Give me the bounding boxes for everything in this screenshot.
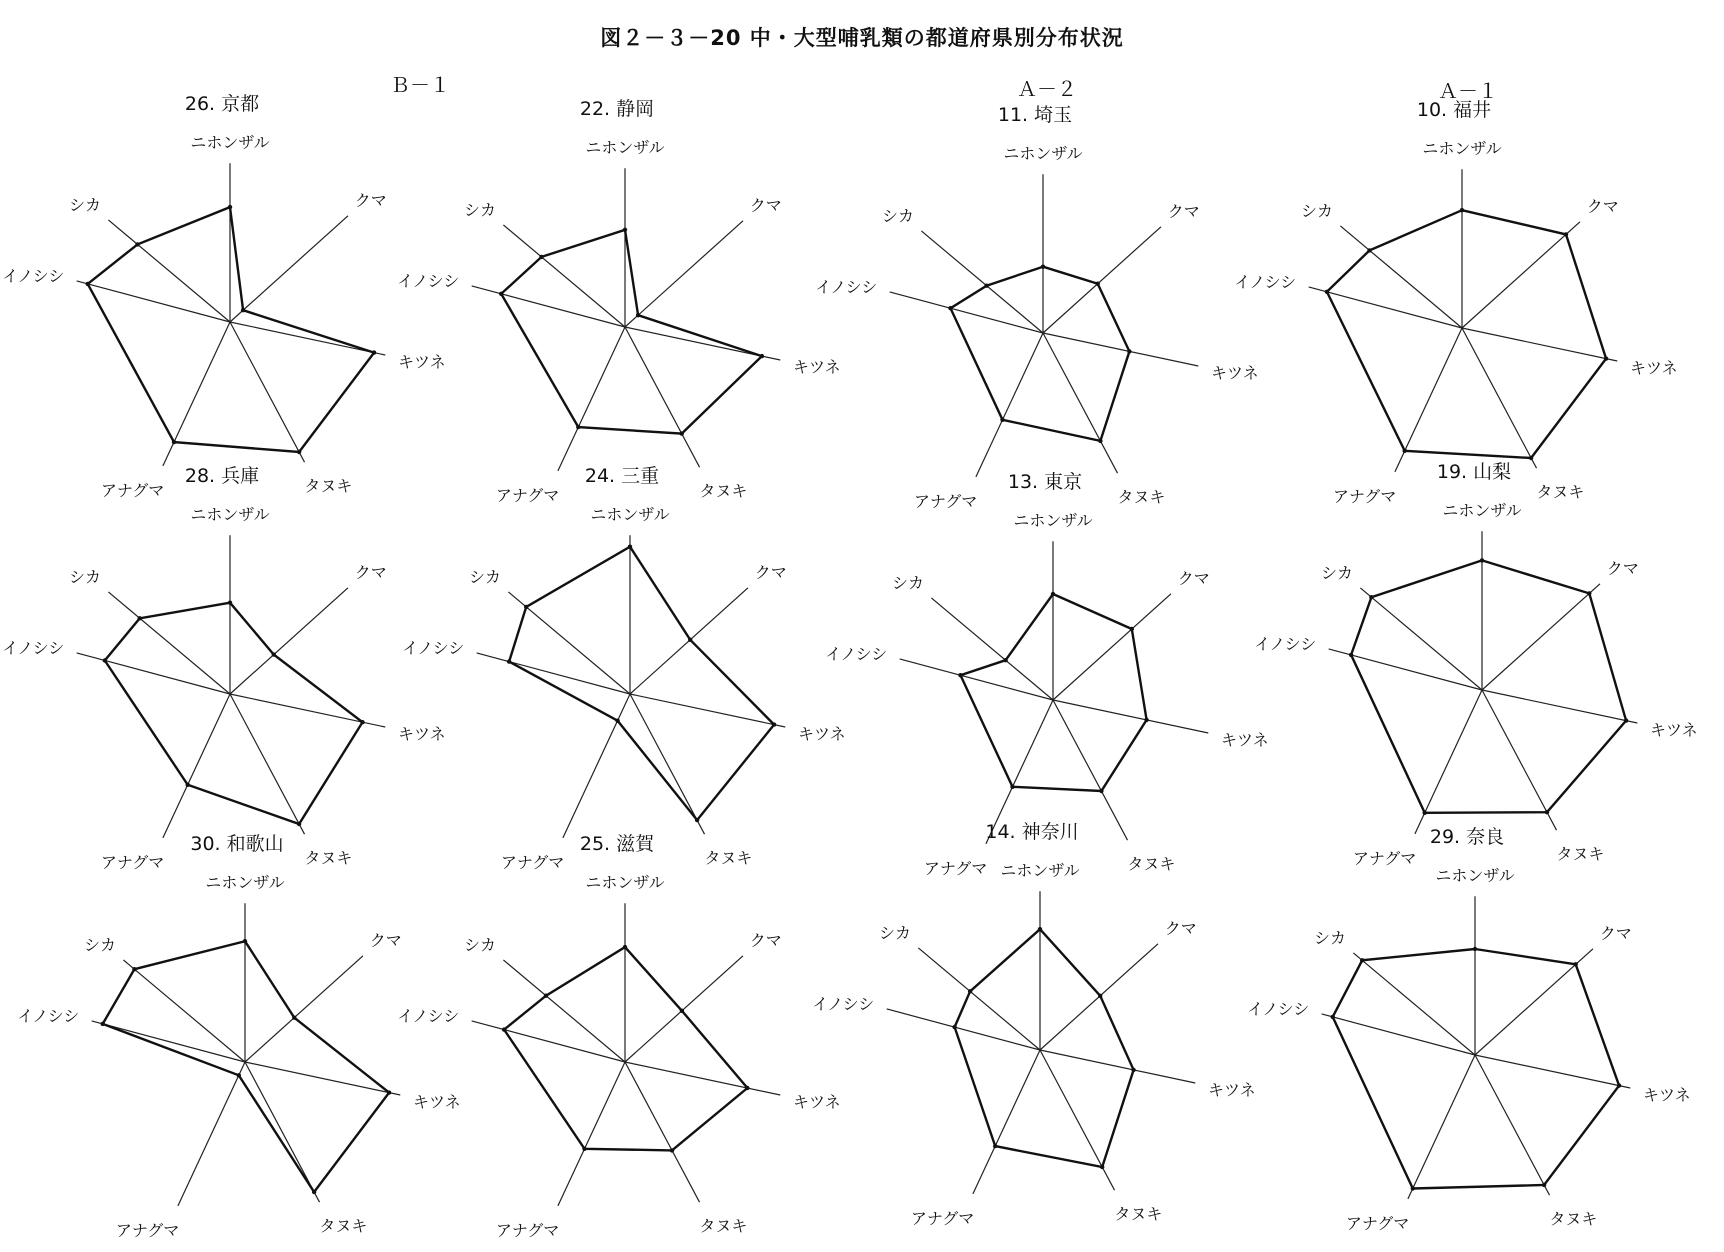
axis-label: ニホンザル [1422,139,1502,158]
data-point [1423,811,1427,815]
axis-label: タヌキ [704,848,753,868]
radar-chart [1247,826,1690,1233]
axis-label: クマ [1599,923,1632,943]
axis-spoke [931,598,1053,700]
chart-title: 26. 京都 [184,93,260,115]
chart-title: 13. 東京 [1007,471,1083,493]
axis-label: クマ [354,190,387,210]
radar-chart [17,833,460,1240]
axis-label: クマ [754,562,787,582]
data-point [1624,718,1628,722]
data-point [636,313,640,317]
data-point [1367,248,1371,252]
data-point [1051,592,1055,596]
data-point [1460,208,1464,212]
axis-spoke [1462,222,1580,328]
axis-spoke [108,592,230,694]
axis-label: クマ [1167,201,1200,221]
data-point [243,939,247,943]
axis-label: シカ [1314,928,1347,948]
data-point [993,1144,997,1148]
data-point [628,545,632,549]
data-point [524,605,528,609]
axis-label: キツネ [412,1092,461,1112]
axis-label: タヌキ [304,476,353,496]
axis-label: タヌキ [699,481,748,501]
data-point [1617,1083,1621,1087]
axis-label: ニホンザル [1003,144,1083,163]
data-point [952,1025,956,1029]
chart-title: 22. 静岡 [579,98,655,120]
axis-label: シカ [882,206,915,226]
axis-label: ニホンザル [585,138,665,157]
axis-label: アナグマ [500,852,565,872]
axis-spoke [1053,700,1128,840]
axis-spoke [563,694,630,838]
data-point [1010,785,1014,789]
axis-label: イノシシ [812,994,875,1014]
axis-label: ニホンザル [1013,511,1093,530]
data-point [1574,962,1578,966]
data-point [1480,558,1484,562]
axis-label: タヌキ [1114,1204,1163,1224]
axis-label: イノシシ [825,644,888,664]
data-polygon [951,267,1130,441]
axis-spoke [1322,1014,1475,1055]
axis-label: シカ [464,935,497,955]
radar-chart [815,104,1258,511]
chart-title: 25. 滋賀 [579,833,655,855]
chart-title: 28. 兵庫 [184,465,260,487]
data-polygon [88,207,374,452]
axis-spoke [1482,690,1637,723]
data-point [1545,810,1549,814]
data-polygon [955,929,1134,1167]
data-point [1098,994,1102,998]
axis-label: イノシシ [1247,999,1310,1019]
data-point [172,440,176,444]
data-point [237,1073,241,1077]
axis-label: ニホンザル [1435,866,1515,885]
data-point [670,1148,674,1152]
data-point [1131,1068,1135,1072]
data-point [507,659,511,663]
chart-title: 24. 三重 [584,465,660,487]
axis-label: アナグマ [910,1208,975,1228]
axis-spoke [163,694,230,838]
axis-spoke [918,948,1040,1050]
axis-label: キツネ [1207,1080,1256,1100]
data-point [984,284,988,288]
axis-spoke [630,694,705,834]
data-point [228,601,232,605]
data-point [292,1016,296,1020]
axis-label: シカ [879,923,912,943]
group-label-a1: Ａ－１ [1438,79,1498,103]
data-point [312,1190,316,1194]
data-point [1349,653,1353,657]
axis-spoke [1043,227,1161,333]
axis-label: イノシシ [402,638,465,658]
axis-label: キツネ [797,724,846,744]
axis-label: シカ [1321,563,1354,583]
radar-chart [402,465,845,872]
axis-spoke [1340,226,1462,328]
data-polygon [1327,210,1606,458]
data-point [688,638,692,642]
axis-spoke [92,1021,245,1062]
axis-spoke [1482,690,1557,830]
axis-label: シカ [69,567,102,587]
axis-label: ニホンザル [190,505,270,524]
data-point [297,450,301,454]
data-point [539,255,543,259]
axis-label: キツネ [792,1092,841,1112]
radar-chart [825,471,1268,878]
axis-spoke [887,1009,1040,1050]
axis-label: タヌキ [1127,854,1176,874]
data-point [1331,1015,1335,1019]
axis-label: ニホンザル [585,873,665,892]
data-point [132,967,136,971]
data-point [1564,232,1568,236]
axis-spoke [123,960,245,1062]
data-point [372,350,376,354]
axis-label: イノシシ [1254,634,1317,654]
axis-spoke [1043,333,1198,366]
axis-label: イノシシ [2,638,65,658]
data-point [1542,1183,1546,1187]
axis-label: キツネ [792,357,841,377]
chart-title: 30. 和歌山 [190,833,284,855]
axis-label: シカ [69,195,102,215]
data-point [135,242,139,246]
data-point [499,292,503,296]
axis-label: キツネ [1220,730,1269,750]
axis-label: イノシシ [397,271,460,291]
data-point [958,673,962,677]
group-label-a2: Ａ－２ [1017,77,1077,101]
axis-spoke [245,1062,400,1095]
data-point [241,308,245,312]
axis-spoke [230,322,385,355]
axis-label: クマ [369,930,402,950]
axis-label: クマ [354,562,387,582]
axis-spoke [472,1021,625,1062]
data-point [1000,418,1004,422]
data-point [745,1086,749,1090]
axis-label: シカ [84,935,117,955]
data-point [760,354,764,358]
axis-spoke [230,588,348,694]
axis-spoke [230,322,305,462]
axis-label: アナグマ [495,485,560,505]
data-point [1473,947,1477,951]
data-point [1369,595,1373,599]
axis-spoke [1309,287,1462,328]
data-polygon [504,947,747,1150]
data-point [1099,789,1103,793]
axis-spoke [1043,333,1118,473]
data-point [101,1022,105,1026]
axis-label: アナグマ [1345,1213,1410,1233]
data-point [680,431,684,435]
data-point [360,720,364,724]
axis-label: キツネ [1210,363,1259,383]
data-point [1144,718,1148,722]
data-point [1325,290,1329,294]
radar-chart [1234,99,1677,506]
axis-spoke [976,333,1043,477]
axis-label: アナグマ [100,480,165,500]
axis-label: イノシシ [1234,272,1297,292]
axis-label: イノシシ [2,266,65,286]
data-point [695,818,699,822]
data-point [1003,658,1007,662]
axis-label: アナグマ [115,1220,180,1240]
axis-label: タヌキ [1536,482,1585,502]
axis-spoke [245,956,363,1062]
axis-label: シカ [469,567,502,587]
data-point [948,306,952,310]
data-point [1098,439,1102,443]
axis-spoke [1040,1050,1115,1190]
chart-title: 11. 埼玉 [997,104,1073,126]
data-point [86,282,90,286]
radar-chart [2,465,445,872]
axis-label: シカ [892,573,925,593]
data-polygon [501,230,762,434]
data-point [1038,927,1042,931]
chart-title: 10. 福井 [1416,99,1492,121]
group-label-b1: Ｂ－１ [390,73,450,97]
axis-spoke [1360,588,1482,690]
axis-label: アナグマ [1352,848,1417,868]
data-point [297,822,301,826]
axis-label: アナグマ [923,858,988,878]
axis-spoke [230,216,348,322]
axis-label: タヌキ [699,1216,748,1236]
data-point [138,616,142,620]
data-point [1604,356,1608,360]
axis-spoke [1475,1055,1630,1088]
data-point [576,425,580,429]
chart-title: 14. 神奈川 [985,821,1079,843]
data-point [1100,1165,1104,1169]
data-point [623,228,627,232]
data-point [1529,456,1533,460]
data-point [1130,627,1134,631]
axis-spoke [1462,328,1617,361]
axis-label: クマ [749,930,782,950]
data-point [772,722,776,726]
axis-label: クマ [1164,918,1197,938]
axis-label: イノシシ [17,1006,80,1026]
axis-label: タヌキ [1556,844,1605,864]
data-point [1403,449,1407,453]
data-polygon [1351,560,1626,812]
axis-spoke [178,1062,245,1206]
data-point [272,652,276,656]
axis-spoke [900,659,1053,700]
axis-spoke [503,960,625,1062]
page-title: 図２－３－20 中・大型哺乳類の都道府県別分布状況 [600,26,1124,50]
axis-spoke [108,220,230,322]
axis-spoke [77,281,230,322]
axis-label: キツネ [1629,358,1678,378]
axis-label: クマ [1606,558,1639,578]
axis-label: アナグマ [100,852,165,872]
data-point [1127,349,1131,353]
data-point [103,658,107,662]
radar-chart [812,821,1255,1228]
axis-spoke [558,327,625,471]
data-point [582,1147,586,1151]
data-point [623,945,627,949]
axis-label: ニホンザル [205,873,285,892]
radar-chart [397,98,840,505]
axis-spoke [625,1062,780,1095]
axis-label: クマ [749,195,782,215]
chart-title: 19. 山梨 [1436,461,1512,483]
axis-spoke [1040,1050,1195,1083]
axis-spoke [625,221,743,327]
axis-label: タヌキ [304,848,353,868]
axis-label: ニホンザル [590,505,670,524]
data-polygon [1333,949,1619,1189]
axis-spoke [1053,700,1208,733]
axis-label: クマ [1177,568,1210,588]
axis-label: アナグマ [1332,486,1397,506]
data-point [502,1027,506,1031]
radar-chart [2,93,445,500]
axis-spoke [625,956,743,1062]
axis-label: シカ [1301,201,1334,221]
radar-chart [397,833,840,1240]
axis-spoke [630,694,785,727]
data-point [968,989,972,993]
axis-label: キツネ [397,352,446,372]
data-point [228,205,232,209]
data-point [1411,1186,1415,1190]
data-point [544,994,548,998]
data-point [680,1009,684,1013]
axis-spoke [973,1050,1040,1194]
axis-label: ニホンザル [190,133,270,152]
axis-spoke [77,653,230,694]
axis-label: イノシシ [397,1006,460,1026]
axis-label: キツネ [1642,1085,1691,1105]
axis-label: ニホンザル [1442,501,1522,520]
axis-spoke [1053,594,1171,700]
axis-label: タヌキ [1117,487,1166,507]
axis-label: キツネ [397,724,446,744]
axis-spoke [1408,1055,1475,1199]
data-point [1041,265,1045,269]
axis-spoke [921,231,1043,333]
axis-label: ニホンザル [1000,861,1080,880]
axis-label: アナグマ [913,491,978,511]
data-point [387,1090,391,1094]
axis-label: キツネ [1649,720,1698,740]
axis-spoke [472,286,625,327]
radar-chart [1254,461,1697,868]
axis-label: イノシシ [815,277,878,297]
axis-label: クマ [1586,196,1619,216]
axis-spoke [625,1062,700,1202]
axis-spoke [1482,584,1600,690]
axis-spoke [1475,1055,1550,1195]
axis-label: タヌキ [319,1216,368,1236]
axis-label: タヌキ [1549,1209,1598,1229]
data-point [1096,282,1100,286]
axis-spoke [625,327,700,467]
data-point [1360,958,1364,962]
chart-title: 29. 奈良 [1429,826,1505,848]
axis-spoke [1462,328,1537,468]
axis-spoke [558,1062,625,1206]
axis-spoke [1353,953,1475,1055]
data-point [186,783,190,787]
axis-label: シカ [464,200,497,220]
axis-label: アナグマ [495,1220,560,1240]
data-point [615,719,619,723]
axis-spoke [477,653,630,694]
data-point [1587,591,1591,595]
